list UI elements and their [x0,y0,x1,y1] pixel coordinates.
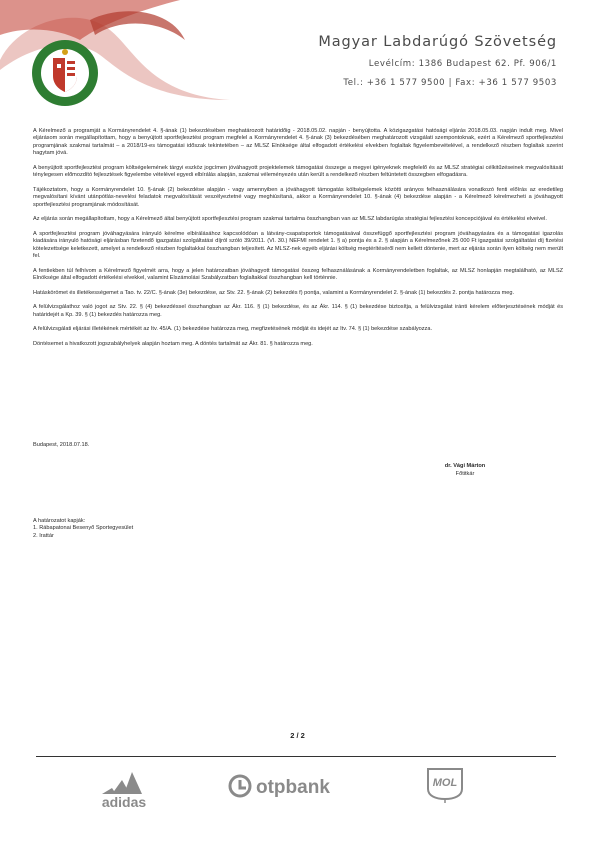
recipient-list [33,518,133,540]
paragraph: Az eljárás során megállapítottam, hogy a Kérelmező által benyújtott sportfejlesztési program szakmai tartalma összhangban van az MLSZ labdarúgás stratégiai fejlesztési koncepciójával és értékelési elveivel. [33,216,547,223]
letterhead [0,0,595,120]
mol-wordmark: MOL [432,777,458,789]
paragraph: Hatáskörömet és illetékességemet a Tao. tv. 22/C. §-ának (3e) bekezdése, az Stv. 22. §-ának (2) bekezdés f) pontja, valamint a Kormányrendelet 2. §-ának (1) bekezdés 2. pontja határozza meg. [33,289,515,296]
adidas-wordmark: adidas [101,794,147,810]
paragraph: Döntésemet a hivatkozott jogszabályhelyek alapján hoztam meg. A döntés tartalmát az Ákr. 81. § határozza meg. [33,340,313,347]
recipient-item: 2. Irattár [33,532,54,539]
paragraph: Tájékoztatom, hogy a Kormányrendelet 10. §-ának (2) bekezdése alapján - vagy amennyiben a jóváhagyott támogatás költségelemek közötti arányos felhasználására vonatkozó fenti előírás az eredetileg megvalósítani kívánt utánpótlás-nevelési feladatok megvalósítását veszélyeztetné vagy meghiúsítaná, akkor a Kormányrendelet 10. §-ának (4) bekezdése alapján - a Kérelmező kérelmezheti a jóváhagyott sportfejlesztési programjának módosítását. [33,186,563,208]
mlsz-logo [30,38,100,108]
paragraph: A sportfejlesztési program jóváhagyására irányuló kérelme elbírálásához kapcsolódóan a látvány-csapatsportok támogatásával összefüggő sportfejlesztési program jóváhagyására és a támogatási igazolás kiadására irányuló hatósági eljárásban fizetendő igazgatási szolgáltatási díjról szóló 39/2011. (VI. 30.) NEFMI rendelet 1. § a) pontja és a 2. § alapján a Kérelmezőnek 25 000 Ft igazgatási szolgáltatási díj fizetési kötelezettsége keletkezett, amelyet a rendelkező részben foglaltakkal összhangban teljesített. Az MLSZ-nek egyéb eljárási költség megtérítéséről nem kellett döntenie, mert az eljárás során ilyen költség nem merült fel. [33,230,563,260]
paragraph: A felülvizsgálathoz való jogot az Stv. 22. § (4) bekezdéssel összhangban az Ákr. 116. § (1) bekezdése, és az Ákr. 114. § (1) bekezdése biztosítja, a felülvizsgálat iránti kérelem előterjesztésének módját és határidejét a Kp. 39. § (1) bekezdés határozza meg. [33,304,563,318]
recipient-item: 1. Rábapatonai Besenyő Sportegyesület [33,525,134,532]
paragraph: A felülvizsgálati eljárási illetékének mértékét az Itv. 45/A. (1) bekezdése határozza meg, megfizetésének módját és idejét az Itv. 74. § (1) bekezdése szabályozza. [33,326,433,333]
footer-divider [36,756,556,757]
document-date: Budapest, 2018.07.18. [33,442,90,448]
adidas-sponsor-logo [88,766,160,815]
otp-wordmark: otpbank [256,777,330,798]
postal-address: Levélcím: 1386 Budapest 62. Pf. 906/1 [368,59,557,69]
paragraph: A fentiekben túl felhívom a Kérelmező figyelmét arra, hogy a jelen határozatban jóváhagyott támogatási összeg felhasználásának a Kormányrendeletben foglaltak, az MLSZ honlapján megtalálható, az MLSZ Elnöksége által elfogadott értékelési elvekkel, valamint Elszámolási Szabályzatban foglaltakkal összhangban kell történnie. [33,267,563,282]
signatory-name: dr. Vági Márton [444,463,486,469]
paragraph: A Kérelmező a programját a Kormányrendelet 4. §-ának (1) bekezdésében meghatározott határidőig - 2018.05.02. napján - benyújtotta. A közigazgatási hatósági eljárás 2018.05.03. napján indult meg. Mivel eljárásom során megállapítottam, hogy a benyújtott sportfejlesztési program megfelel a Kormányrendelet 4. §-ának (3) bekezdésében meghatározott vizsgálati szempontoknak, ezért a Kérelmező sportfejlesztési programjának szakmai tartalmát – a 2018/19-es támogatási időszak tekintetében – az MLSZ Elnöksége által elfogadott értékelési elvekben foglaltak figyelembevételével, a rendelkező részben foglaltak szerint hagytam jóvá. [33,128,563,157]
document-body [33,128,563,355]
adidas-stripes-icon [88,766,160,810]
organization-info [318,34,557,88]
paragraph: A benyújtott sportfejlesztési program költségelemének tárgyi eszköz jogcímen jóváhagyott projektelemek támogatási összege a megyei igényeknek megfelelő és az MLSZ stratégiai célkitűzéseinek megvalósítását ténylegesen előmozdító fejlesztések figyelembe vételével egyedi elbírálás alapján, szakmai véleményezés után került a rendelkező részben feltüntetett összegben elfogadásra. [33,164,563,179]
signature-block [405,463,525,478]
mol-sponsor-logo [420,763,470,812]
otp-sponsor-logo [228,772,343,807]
otp-emblem-icon [230,776,250,796]
organization-name: Magyar Labdarúgó Szövetség [318,34,557,50]
signatory-title: Főtitkár [455,470,475,477]
page-number: 2 / 2 [290,731,305,740]
recipient-heading: A határozatot kapják: [33,518,86,524]
contact-numbers: Tel.: +36 1 577 9500 | Fax: +36 1 577 9503 [343,78,557,88]
